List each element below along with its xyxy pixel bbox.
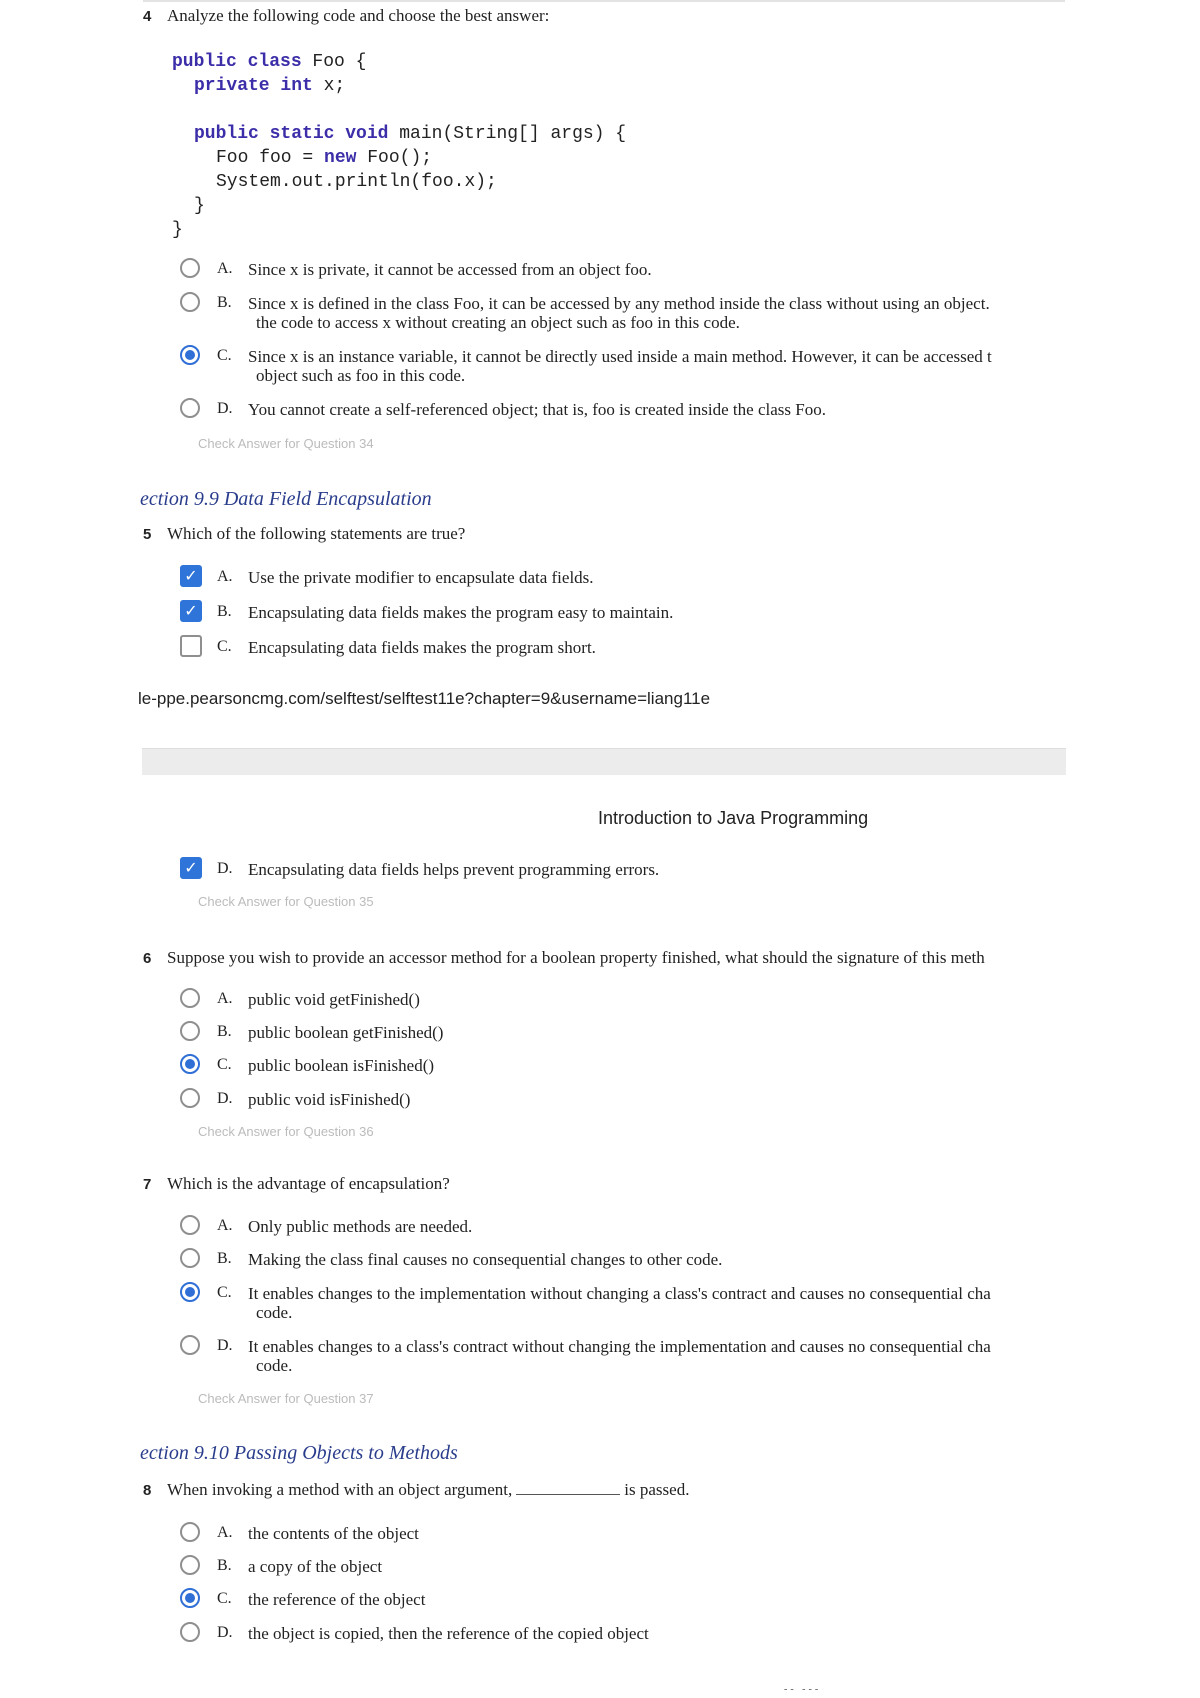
option-text: a copy of the object: [248, 1557, 383, 1576]
option-text: Since x is private, it cannot be accessed from an object foo.: [248, 260, 652, 279]
code-line: private int x;: [194, 76, 346, 96]
q8-option-a[interactable]: [180, 1522, 1070, 1556]
radio-button[interactable]: [180, 988, 200, 1008]
option-text: Making the class final causes no consequential changes to other code.: [248, 1250, 723, 1269]
checkbox-unchecked[interactable]: [180, 635, 202, 657]
radio-button-selected[interactable]: [180, 1054, 200, 1074]
option-label: A.: [217, 260, 233, 277]
question-5: [143, 524, 465, 544]
question-4: [143, 6, 549, 26]
question-text: Analyze the following code and choose the best answer:: [167, 6, 550, 25]
question-number: 6: [143, 950, 152, 967]
section-heading: ection 9.10 Passing Objects to Methods: [140, 1442, 458, 1464]
code-line: Foo foo = new Foo();: [216, 148, 433, 168]
radio-button[interactable]: [180, 292, 200, 312]
option-label: D.: [217, 1090, 233, 1107]
radio-button[interactable]: [180, 1622, 200, 1642]
code-line: }: [194, 196, 205, 216]
q6-option-a[interactable]: [180, 988, 1070, 1022]
option-label: C.: [217, 1590, 232, 1607]
option-label: A.: [217, 1524, 233, 1541]
option-text: public boolean getFinished(): [248, 1023, 444, 1042]
q4-option-b[interactable]: [180, 292, 1070, 332]
checkbox-checked[interactable]: ✓: [180, 600, 202, 622]
page-header-title: Introduction to Java Programming: [598, 808, 869, 828]
question-text: When invoking a method with an object argument,: [167, 1480, 513, 1499]
radio-button-selected[interactable]: [180, 1588, 200, 1608]
option-text: Use the private modifier to encapsulate data fields.: [248, 568, 594, 587]
question-number: 8: [143, 1482, 152, 1499]
option-text: Encapsulating data fields makes the program short.: [248, 638, 596, 657]
option-text: the object is copied, then the reference of the copied object: [248, 1624, 649, 1643]
option-text: It enables changes to a class's contract without changing the implementation and causes no consequential cha code.: [248, 1337, 991, 1375]
question-number: 4: [143, 8, 152, 25]
q7-option-b[interactable]: [180, 1248, 1070, 1282]
option-label: C.: [217, 638, 232, 655]
code-line: }: [172, 220, 183, 240]
option-text: the reference of the object: [248, 1590, 426, 1609]
check-answer-link[interactable]: Check Answer for Question 37: [198, 1391, 374, 1406]
option-label: C.: [217, 347, 232, 364]
radio-button[interactable]: [180, 1335, 200, 1355]
q8-option-b[interactable]: [180, 1555, 1070, 1589]
q8-option-d[interactable]: [180, 1622, 1070, 1656]
question-7: [143, 1174, 450, 1194]
option-text: the contents of the object: [248, 1524, 419, 1543]
question-text: Which of the following statements are true?: [167, 524, 466, 543]
option-label: C.: [217, 1056, 232, 1073]
q5-option-c[interactable]: [180, 636, 1070, 670]
option-label: D.: [217, 1624, 233, 1641]
footer-marks: -- ---: [784, 1684, 822, 1695]
option-label: B.: [217, 294, 232, 311]
radio-button[interactable]: [180, 258, 200, 278]
option-label: C.: [217, 1284, 232, 1301]
page-break-bar: [142, 748, 1066, 775]
top-divider: [143, 0, 1065, 2]
checkbox-checked[interactable]: ✓: [180, 565, 202, 587]
option-label: B.: [217, 1250, 232, 1267]
q5-option-a[interactable]: [180, 566, 1070, 600]
option-text: public void getFinished(): [248, 990, 420, 1009]
question-number: 7: [143, 1176, 152, 1193]
section-heading: ection 9.9 Data Field Encapsulation: [140, 488, 432, 510]
fill-in-blank: [516, 1480, 620, 1495]
check-answer-link[interactable]: Check Answer for Question 35: [198, 894, 374, 909]
option-label: D.: [217, 1337, 233, 1354]
q6-option-d[interactable]: [180, 1088, 1070, 1122]
q5-option-b[interactable]: [180, 601, 1070, 635]
q6-option-b[interactable]: [180, 1021, 1070, 1055]
option-label: A.: [217, 1217, 233, 1234]
check-answer-link[interactable]: Check Answer for Question 34: [198, 436, 374, 451]
page-url-footer: le-ppe.pearsoncmg.com/selftest/selftest11e?chapter=9&username=liang11e: [138, 689, 711, 708]
q4-option-c[interactable]: [180, 345, 1070, 385]
option-label: D.: [217, 400, 233, 417]
radio-button[interactable]: [180, 398, 200, 418]
option-label: B.: [217, 1023, 232, 1040]
question-text: Which is the advantage of encapsulation?: [167, 1174, 450, 1193]
option-text: Since x is an instance variable, it cannot be directly used inside a main method. However, it can be accessed t object such as foo in this code.: [248, 347, 992, 385]
q7-option-d[interactable]: [180, 1335, 1070, 1375]
code-line: public class Foo {: [172, 52, 367, 72]
radio-button[interactable]: [180, 1555, 200, 1575]
option-label: A.: [217, 990, 233, 1007]
option-label: B.: [217, 603, 232, 620]
radio-button-selected[interactable]: [180, 1282, 200, 1302]
radio-button[interactable]: [180, 1021, 200, 1041]
code-line: public static void main(String[] args) {: [194, 124, 627, 144]
radio-button[interactable]: [180, 1088, 200, 1108]
code-line-empty: [172, 98, 626, 122]
option-text: It enables changes to the implementation without changing a class's contract and causes no consequential cha code.: [248, 1284, 991, 1322]
radio-button[interactable]: [180, 1215, 200, 1235]
question-number: 5: [143, 526, 152, 543]
question-text: Suppose you wish to provide an accessor method for a boolean property finished, what should the signature of this meth: [167, 948, 985, 967]
option-text: Encapsulating data fields helps prevent programming errors.: [248, 860, 660, 879]
q7-option-c[interactable]: [180, 1282, 1070, 1322]
q8-option-c[interactable]: [180, 1588, 1070, 1622]
q7-option-a[interactable]: [180, 1215, 1070, 1249]
q4-option-d[interactable]: [180, 398, 1070, 432]
radio-button[interactable]: [180, 1522, 200, 1542]
option-label: D.: [217, 860, 233, 877]
question-8: [143, 1480, 689, 1500]
check-answer-link[interactable]: Check Answer for Question 36: [198, 1124, 374, 1139]
q6-option-c[interactable]: [180, 1054, 1070, 1088]
option-text: public void isFinished(): [248, 1090, 411, 1109]
option-label: A.: [217, 568, 233, 585]
option-text: public boolean isFinished(): [248, 1056, 435, 1075]
code-block: [172, 50, 626, 242]
option-text: You cannot create a self-referenced object; that is, foo is created inside the class Foo.: [248, 400, 826, 419]
option-text: Encapsulating data fields makes the program easy to maintain.: [248, 603, 674, 622]
radio-button-selected[interactable]: [180, 345, 200, 365]
option-text: Since x is defined in the class Foo, it can be accessed by any method inside the class without using an object. the code to access x without creating an object such as foo in this code.: [248, 294, 990, 332]
q5-option-d[interactable]: [180, 858, 1070, 892]
question-6: [143, 948, 1065, 968]
option-text: Only public methods are needed.: [248, 1217, 473, 1236]
code-line: System.out.println(foo.x);: [216, 172, 497, 192]
question-text-end: is passed.: [624, 1480, 690, 1499]
q4-option-a[interactable]: [180, 258, 1070, 292]
option-label: B.: [217, 1557, 232, 1574]
checkbox-checked[interactable]: ✓: [180, 857, 202, 879]
radio-button[interactable]: [180, 1248, 200, 1268]
